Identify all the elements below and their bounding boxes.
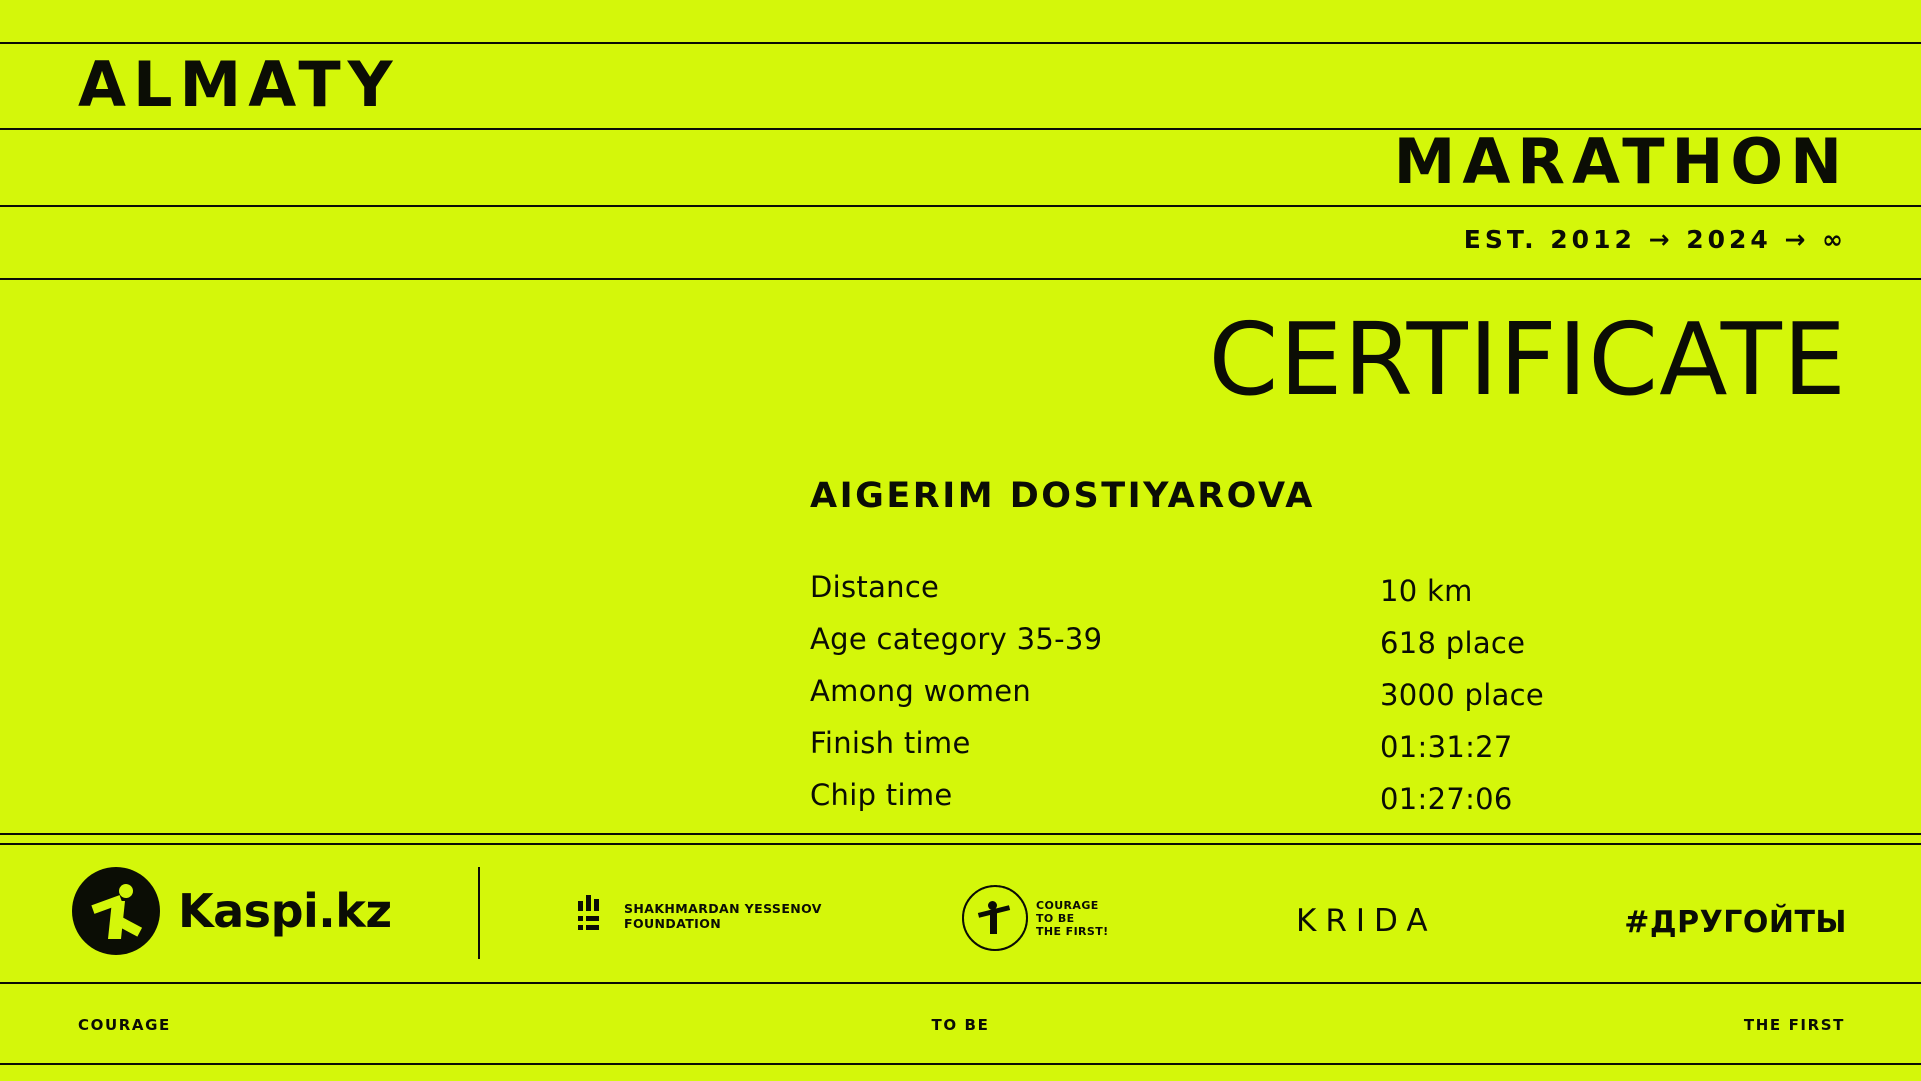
detail-row bbox=[810, 570, 1850, 622]
yessenov-line-1: SHAKHMARDAN YESSENOV bbox=[624, 901, 822, 916]
divider-line bbox=[0, 42, 1921, 44]
detail-label: Finish time bbox=[810, 726, 971, 760]
detail-row bbox=[810, 622, 1850, 674]
detail-value: 01:31:27 bbox=[1380, 730, 1513, 764]
detail-value: 01:27:06 bbox=[1380, 782, 1513, 816]
sponsor-courage-label bbox=[1036, 899, 1109, 938]
kaspi-logo-icon bbox=[72, 867, 160, 955]
footer-text-middle: TO BE bbox=[931, 1016, 990, 1034]
sponsor-kaspi bbox=[72, 867, 392, 955]
divider-line bbox=[0, 1063, 1921, 1065]
courage-fund-logo-icon bbox=[962, 885, 1028, 951]
page-title: CERTIFICATE bbox=[1208, 301, 1847, 418]
sponsor-hashtag-label: #ДРУГОЙТЫ bbox=[1624, 905, 1847, 940]
sponsor-yessenov-label bbox=[624, 901, 822, 931]
courage-line-1: COURAGE bbox=[1036, 898, 1099, 912]
sponsor-courage-fund bbox=[962, 885, 1109, 951]
divider-line bbox=[0, 982, 1921, 984]
sponsor-yessenov bbox=[578, 895, 822, 937]
divider-line bbox=[0, 278, 1921, 280]
detail-label: Distance bbox=[810, 570, 940, 604]
courage-line-3: THE FIRST! bbox=[1036, 924, 1109, 938]
detail-label: Among women bbox=[810, 674, 1032, 708]
detail-label: Chip time bbox=[810, 778, 953, 812]
footer-text-right: THE FIRST bbox=[1743, 1016, 1845, 1034]
sponsor-bar bbox=[0, 845, 1921, 982]
brand-line-almaty: ALMATY bbox=[78, 48, 400, 121]
yessenov-line-2: FOUNDATION bbox=[624, 916, 722, 931]
detail-row bbox=[810, 674, 1850, 726]
runner-name: AIGERIM DOSTIYAROVA bbox=[810, 476, 1315, 516]
courage-line-2: TO BE bbox=[1036, 911, 1075, 925]
sponsor-krida-label: KRIDA bbox=[1296, 903, 1437, 939]
sponsor-kaspi-label: Kaspi.kz bbox=[178, 884, 392, 938]
detail-value: 618 place bbox=[1380, 626, 1526, 660]
detail-value: 10 km bbox=[1380, 574, 1473, 608]
detail-value: 3000 place bbox=[1380, 678, 1545, 712]
footer-text-left: COURAGE bbox=[78, 1016, 171, 1034]
detail-row bbox=[810, 726, 1850, 778]
established-text: EST. 2012 → 2024 → ∞ bbox=[1463, 225, 1847, 254]
divider-line bbox=[0, 205, 1921, 207]
result-details bbox=[810, 570, 1850, 830]
divider-line bbox=[0, 833, 1921, 835]
detail-label: Age category 35-39 bbox=[810, 622, 1103, 656]
footer-slogan bbox=[0, 1016, 1921, 1046]
yessenov-logo-icon bbox=[578, 895, 612, 937]
sponsor-divider bbox=[478, 867, 480, 959]
brand-line-marathon: MARATHON bbox=[1393, 125, 1849, 198]
detail-row bbox=[810, 778, 1850, 830]
